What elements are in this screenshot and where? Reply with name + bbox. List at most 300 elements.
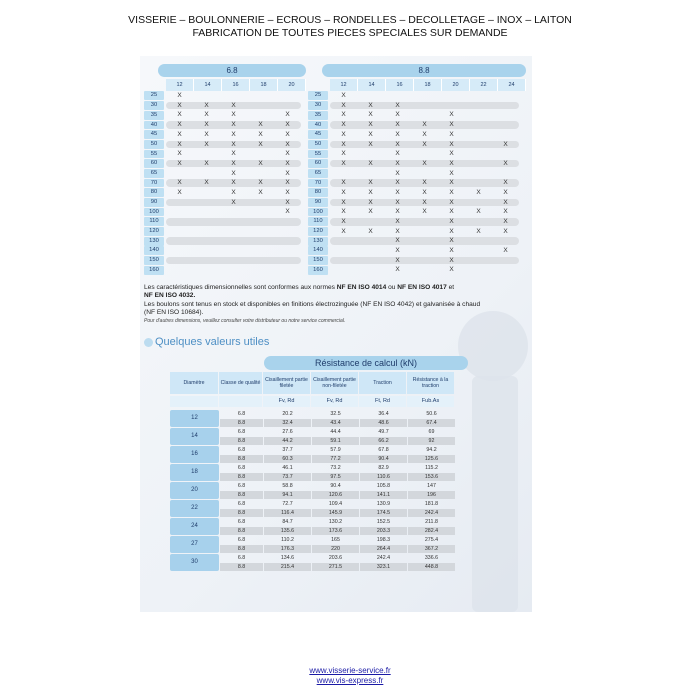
availability-cell: X [231,198,236,206]
grade-6-8-diameter-header [166,79,306,91]
resistance-row [220,473,470,482]
resistance-cell: 448.8 [408,563,455,572]
resistance-row [220,410,470,419]
resistance-cell: 43.4 [312,419,359,428]
availability-cell: X [231,111,236,119]
resistance-cell: 110.6 [360,473,407,482]
resistance-cell: 173.6 [312,527,359,536]
availability-cell: X [177,121,182,129]
diameter-label: 24 [170,518,219,535]
availability-cell [357,247,384,255]
availability-cell: X [231,150,236,158]
availability-cell: X [177,179,182,187]
length-label: 60 [144,159,164,168]
availability-cells [166,111,301,119]
availability-cell [492,102,519,110]
availability-cell: X [449,218,454,226]
availability-cell [411,237,438,245]
availability-cell: X [395,111,400,119]
resistance-row [220,563,470,572]
link-visserie-service[interactable]: www.visserie-service.fr [309,666,391,675]
length-label: 25 [144,91,164,100]
availability-cell [411,228,438,236]
grade-6-8-title: 6.8 [158,64,306,77]
availability-cell: X [395,237,400,245]
resistance-cell: 165 [331,537,340,543]
availability-cell: X [231,130,236,138]
length-row [308,207,526,217]
grade-rows [220,518,470,536]
notes-line-2 [144,292,528,300]
resistance-cell: 147 [427,483,436,489]
length-label: 45 [144,130,164,139]
resistance-cell: 67.4 [408,419,455,428]
availability-cell [330,257,357,265]
notes-line-3: Les boulons sont tenus en stock et disponibles en finitions électrozinguée (NF EN ISO 4042) et galvanisée à chaud [144,300,481,308]
availability-cell: X [395,208,400,216]
availability-cell: X [395,140,400,148]
resistance-cell: 6.8 [237,501,246,507]
availability-cells [330,160,519,168]
availability-cell: X [285,121,290,129]
availability-cells [330,102,519,110]
resistance-cell: 220 [312,545,359,554]
resistance-row [220,518,470,527]
availability-cells [166,247,301,255]
resistance-cell: 27.6 [282,429,293,435]
resistance-row [220,482,470,491]
length-row [144,159,306,169]
resistance-cell: 336.6 [424,555,439,561]
header-line-2: FABRICATION DE TOUTES PIECES SPECIALES SUR DEMANDE [192,27,508,39]
availability-cell [166,199,193,207]
availability-cell [220,266,247,274]
availability-cell [166,237,193,245]
resistance-cell: 32.5 [330,411,341,417]
norm-4032: NF EN ISO 4032. [144,292,196,300]
availability-cell [166,170,193,178]
availability-cell: X [503,208,508,216]
availability-cell: X [422,159,427,167]
diameter-col-header: 20 [442,79,470,91]
availability-cell [220,208,247,216]
length-row [308,139,526,149]
availability-cell [411,170,438,178]
grade-8-8-rows [308,91,526,275]
resistance-cell: 6.8 [237,483,246,489]
availability-cell: X [503,198,508,206]
length-row [308,246,526,256]
length-label: 140 [308,246,328,255]
availability-cells [166,160,301,168]
availability-cell [465,179,492,187]
availability-cell: X [285,188,290,196]
resistance-cell: 8.8 [220,455,263,464]
availability-cell [247,257,274,265]
length-row [144,217,306,227]
availability-cell: X [422,188,427,196]
availability-cells [330,141,519,149]
availability-cells [330,208,519,216]
availability-cell: X [177,188,182,196]
grade-8-8-table [308,64,526,275]
availability-cell [411,218,438,226]
availability-cell [166,218,193,226]
length-row [144,236,306,246]
resistance-cell: 130.2 [328,519,343,525]
availability-cell: X [449,247,454,255]
availability-cell [465,247,492,255]
availability-cell [247,199,274,207]
availability-cell [357,170,384,178]
availability-cells [330,111,519,119]
resistance-cell: 6.8 [237,411,246,417]
length-row [308,265,526,275]
availability-cell [357,150,384,158]
availability-cell: X [422,208,427,216]
length-row [308,91,526,101]
availability-cells [166,237,301,245]
availability-cell: X [449,188,454,196]
availability-cell: X [395,256,400,264]
length-label: 35 [144,111,164,120]
resistance-cell: 60.3 [264,455,311,464]
norm-4017: NF EN ISO 4017 [397,284,447,291]
length-row [144,169,306,179]
diameter-label: 16 [170,446,219,463]
availability-cells [166,208,301,216]
availability-cell: X [449,179,454,187]
length-label: 140 [144,246,164,255]
length-row [144,188,306,198]
availability-cell: X [368,111,373,119]
availability-cell: X [368,121,373,129]
length-row [144,178,306,188]
resistance-cell: 367.2 [408,545,455,554]
resistance-cell: 20.2 [282,411,293,417]
availability-cells [330,179,519,187]
availability-cell: X [341,188,346,196]
availability-cell: X [395,266,400,274]
length-label: 100 [308,208,328,217]
diameter-group [170,554,470,572]
availability-cell: X [231,179,236,187]
length-row [308,188,526,198]
resistance-col-header: Diamètre [170,372,218,394]
availability-cell [274,247,301,255]
resistance-cell: 135.6 [264,527,311,536]
availability-cell [411,247,438,255]
availability-cells [330,257,519,265]
resistance-symbol: Fv, Rd [263,396,310,407]
availability-cell: X [422,198,427,206]
resistance-cell: 8.8 [220,491,263,500]
length-label: 40 [308,121,328,130]
availability-cell [193,218,220,226]
availability-cell [492,266,519,274]
length-row [308,149,526,159]
diameter-col-header: 18 [414,79,442,91]
resistance-cell: 203.3 [360,527,407,536]
length-label: 110 [144,217,164,226]
availability-cell: X [395,130,400,138]
availability-cell [357,257,384,265]
availability-cells [330,131,519,139]
availability-cell: X [341,179,346,187]
availability-cell: X [368,101,373,109]
length-label: 55 [144,150,164,159]
length-row [308,198,526,208]
availability-cell [220,92,247,100]
resistance-symbol [219,396,262,407]
length-label: 160 [144,266,164,275]
length-row [308,110,526,120]
resistance-cell: 176.3 [264,545,311,554]
availability-cell: X [395,150,400,158]
resistance-cell: 59.1 [312,437,359,446]
availability-cell: X [449,198,454,206]
diameter-label: 27 [170,536,219,553]
resistance-cell: 264.4 [360,545,407,554]
availability-cell [465,257,492,265]
availability-cell [357,218,384,226]
notes-line-4: (NF EN ISO 10684). [144,308,204,316]
availability-cell [330,237,357,245]
length-label: 90 [144,198,164,207]
availability-cell [465,141,492,149]
length-row [144,139,306,149]
length-label: 80 [144,188,164,197]
link-vis-express[interactable]: www.vis-express.fr [316,676,384,685]
availability-cell: X [204,179,209,187]
length-row [308,236,526,246]
availability-cell [357,266,384,274]
resistance-col-header: Cisaillement partie non-filetée [311,372,358,394]
availability-cells [166,218,301,226]
resistance-cell: 49.7 [378,429,389,435]
resistance-cell: 6.8 [237,465,246,471]
length-row [144,227,306,237]
availability-cells [330,170,519,178]
diameter-col-header: 12 [330,79,358,91]
availability-cell: X [422,140,427,148]
resistance-cell: 109.4 [328,501,343,507]
availability-cells [166,92,301,100]
notes-small-print: Pour d'autres dimensions, veuillez consulter votre distributeur ou notre service commercial. [144,318,346,325]
availability-cell: X [395,121,400,129]
availability-cell [193,199,220,207]
diameter-group [170,446,470,464]
availability-cell [220,228,247,236]
resistance-header [170,372,470,394]
availability-cell [411,92,438,100]
resistance-cell: 215.4 [264,563,311,572]
diameter-label: 14 [170,428,219,445]
availability-cell: X [368,179,373,187]
length-label: 150 [308,256,328,265]
resistance-cell: 77.2 [312,455,359,464]
resistance-symbols [170,396,470,407]
availability-cell [465,102,492,110]
resistance-row [220,446,470,455]
availability-cell: X [503,188,508,196]
availability-cell: X [449,111,454,119]
availability-cell [411,150,438,158]
norm-4014: NF EN ISO 4014 [336,284,387,291]
availability-cell: X [231,188,236,196]
availability-cell [411,266,438,274]
length-row [308,159,526,169]
availability-cells [330,121,519,129]
diameter-label: 18 [170,464,219,481]
resistance-row [220,500,470,509]
diameter-label: 22 [170,500,219,517]
availability-cell [193,257,220,265]
diameter-group [170,500,470,518]
resistance-cell: 6.8 [237,519,246,525]
length-label: 55 [308,150,328,159]
length-label: 130 [144,237,164,246]
availability-cell [193,150,220,158]
availability-cell [438,92,465,100]
resistance-cell: 242.4 [376,555,391,561]
resistance-row [220,455,470,464]
bolt-shank-illustration [472,376,518,612]
grade-rows [220,410,470,428]
availability-cell [247,237,274,245]
availability-cell: X [177,159,182,167]
availability-cell [193,92,220,100]
availability-cell [274,257,301,265]
availability-cell [166,247,193,255]
availability-cells [166,179,301,187]
length-label: 30 [308,101,328,110]
availability-cell: X [258,159,263,167]
availability-cell: X [341,111,346,119]
resistance-cell: 44.2 [264,437,311,446]
resistance-cell: 6.8 [237,429,246,435]
availability-cell [330,247,357,255]
notes-text: ou [386,284,398,291]
availability-cell [166,208,193,216]
availability-cell [384,92,411,100]
footer [0,666,700,686]
availability-cell: X [503,218,508,226]
diameter-col-header: 14 [194,79,222,91]
availability-cell: X [177,140,182,148]
resistance-cell: 94.1 [264,491,311,500]
resistance-cell: 125.6 [408,455,455,464]
availability-cell [193,266,220,274]
length-row [144,207,306,217]
resistance-cell: 6.8 [237,447,246,453]
availability-cell: X [231,121,236,129]
availability-cell: X [177,92,182,100]
resistance-cell: 90.4 [330,483,341,489]
availability-cell [193,170,220,178]
availability-cell: X [285,169,290,177]
resistance-cell: 141.1 [360,491,407,500]
availability-cell: X [285,159,290,167]
grade-rows [220,428,470,446]
availability-cell [465,111,492,119]
availability-cell [492,257,519,265]
resistance-cell: 116.4 [264,509,311,518]
resistance-row [220,464,470,473]
availability-cell: X [368,140,373,148]
resistance-cell: 94.2 [426,447,437,453]
availability-cell [492,150,519,158]
diameter-group [170,428,470,446]
diameter-group [170,536,470,554]
availability-cell: X [449,227,454,235]
resistance-cell: 8.8 [220,437,263,446]
availability-cell: X [449,237,454,245]
length-label: 110 [308,217,328,226]
resistance-cell: 8.8 [220,473,263,482]
resistance-cell: 69 [428,429,435,435]
availability-cell: X [341,150,346,158]
availability-cell: X [341,208,346,216]
availability-cell [247,218,274,226]
resistance-cell: 82.9 [378,465,389,471]
length-label: 65 [144,169,164,178]
resistance-cell: 72.7 [282,501,293,507]
diameter-col-header: 22 [470,79,498,91]
availability-cell [274,218,301,226]
length-row [308,120,526,130]
availability-cell [247,228,274,236]
availability-cell: X [449,256,454,264]
resistance-col-header: Cisaillement partie filetée [263,372,310,394]
resistance-cell: 211.8 [425,519,438,525]
grade-8-8-title: 8.8 [322,64,526,77]
availability-cell: X [231,101,236,109]
diameter-label: 12 [170,410,219,427]
diameter-col-header: 12 [166,79,194,91]
grade-rows [220,500,470,518]
useful-values-label: Quelques valeurs utiles [155,336,270,348]
availability-cell [411,257,438,265]
availability-cell [330,170,357,178]
diameter-col-header: 16 [222,79,250,91]
resistance-cell: 6.8 [237,537,246,543]
availability-cell: X [285,198,290,206]
availability-cell: X [285,130,290,138]
length-label: 70 [144,179,164,188]
resistance-row [220,545,470,554]
availability-cells [330,218,519,226]
availability-cells [166,150,301,158]
resistance-col-header: Traction [359,372,406,394]
availability-cell [247,170,274,178]
availability-cell: X [231,159,236,167]
availability-cell: X [449,130,454,138]
resistance-cell: 8.8 [220,419,263,428]
resistance-row [220,419,470,428]
availability-cell [220,247,247,255]
length-row [144,130,306,140]
grade-rows [220,482,470,500]
availability-cell: X [258,179,263,187]
diameter-group [170,518,470,536]
resistance-cell: 44.4 [330,429,341,435]
availability-cell [274,102,301,110]
availability-cell [247,266,274,274]
resistance-symbol: Fub.As [407,396,454,407]
availability-cell [492,92,519,100]
grade-6-8-table [144,64,306,275]
